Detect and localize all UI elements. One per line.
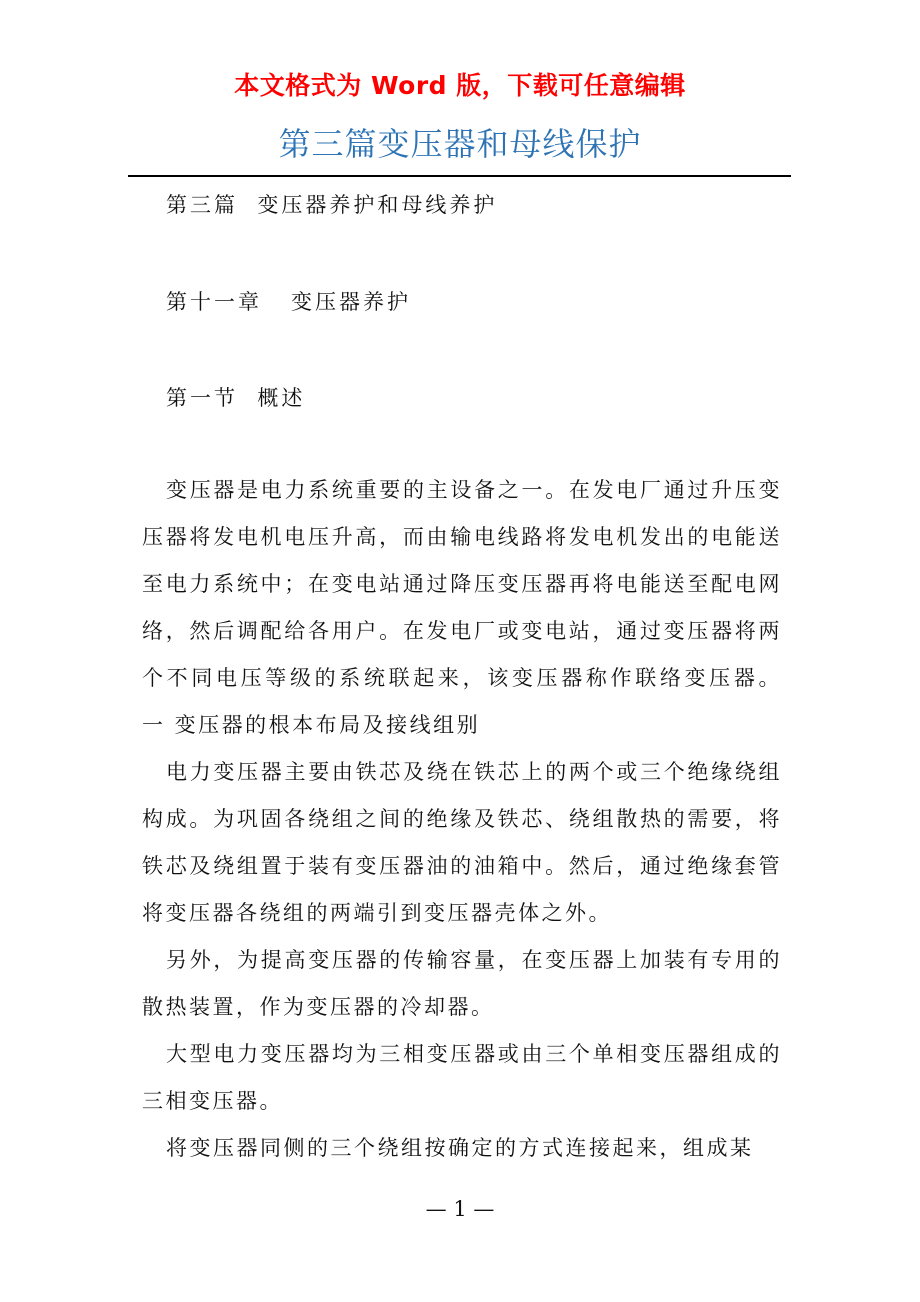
paragraph-cooling: 另外，为提高变压器的传输容量，在变压器上加装有专用的散热装置，作为变压器的冷却器。 (142, 948, 782, 1019)
download-banner: 本文格式为 Word 版，下载可任意编辑 (234, 71, 686, 100)
part-heading: 第三篇 变压器养护和母线养护 (166, 193, 498, 217)
paragraph-overview: 变压器是电力系统重要的主设备之一。在发电厂通过升压变压器将发电机电压升高，而由输电线路将发电机发出的电能送至电力系统中；在变电站通过降压变压器再将电能送至配电网络，然后调配给各用户。在发电厂或变电站，通过变压器将两个不同电压等级的系统联起来，该变压器称作联络变压器。 一 变压器的根本布局及接线组别 (142, 478, 782, 737)
chapter-heading: 第十一章 变压器养护 (166, 290, 412, 314)
body-text (142, 467, 782, 1172)
paragraph-three-phase: 大型电力变压器均为三相变压器或由三个单相变压器组成的三相变压器。 (142, 1042, 782, 1113)
section-heading: 第一节 概述 (166, 386, 306, 410)
page-number: — 1 — (425, 1197, 495, 1221)
header-rule (128, 175, 791, 177)
paragraph-winding-connection: 将变压器同侧的三个绕组按确定的方式连接起来，组成某 (166, 1136, 754, 1160)
document-title: 第三篇变压器和母线保护 (278, 125, 642, 163)
paragraph-structure: 电力变压器主要由铁芯及绕在铁芯上的两个或三个绝缘绕组构成。为巩固各绕组之间的绝缘及铁芯、绕组散热的需要，将铁芯及绕组置于装有变压器油的油箱中。然后，通过绝缘套管将变压器各绕组的两端引到变压器壳体之外。 (142, 760, 782, 925)
